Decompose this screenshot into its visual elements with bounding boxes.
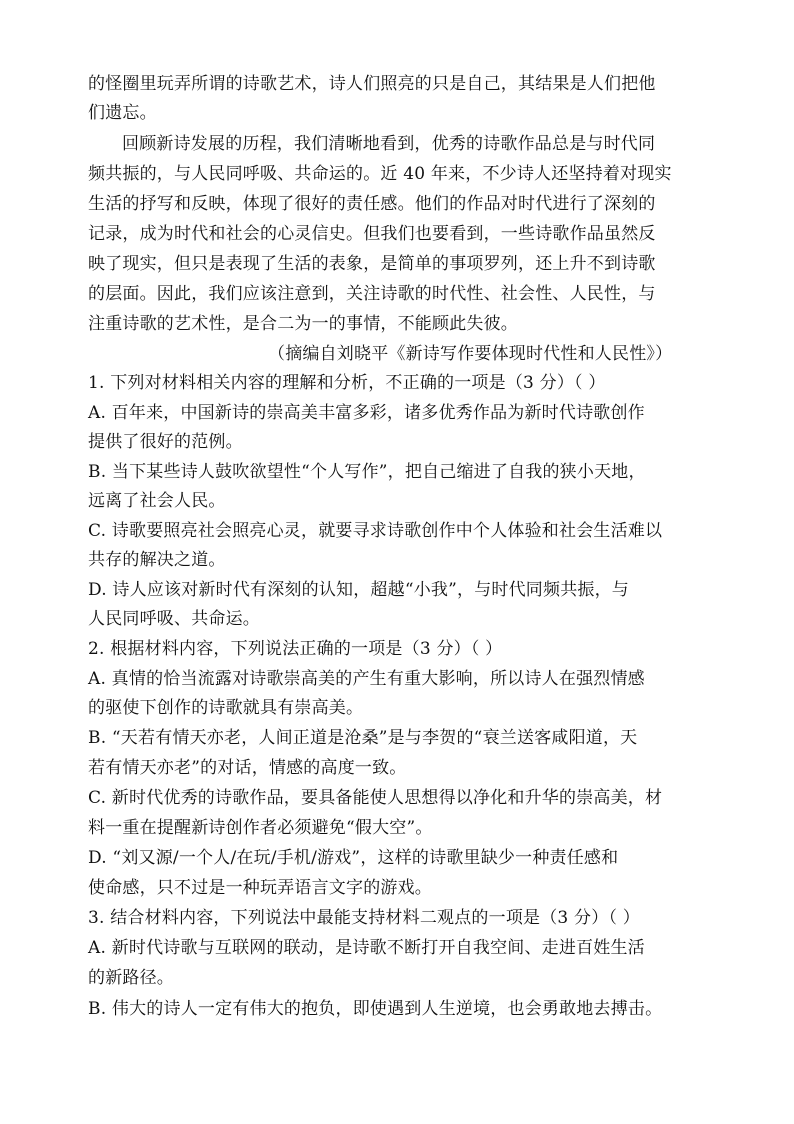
q1-option-a-cont: 提供了很好的范例。 [88,432,243,452]
paragraph-line: 注重诗歌的艺术性，是合二为一的事情，不能顾此失彼。 [88,314,518,334]
q2-option-a-cont: 的驱使下创作的诗歌就具有崇高美。 [88,698,364,718]
q2-option-d-cont: 使命感，只不过是一种玩弄语言文字的游戏。 [88,878,432,898]
q1-option-d-cont: 人民同呼吸、共命运。 [88,609,260,629]
question-1-stem: 1. 下列对材料相关内容的理解和分析，不正确的一项是（3 分）（ ） [88,373,606,393]
question-2-stem: 2. 根据材料内容，下列说法正确的一项是（3 分）（ ） [88,639,503,659]
q3-option-a-cont: 的新路径。 [88,968,174,988]
paragraph-line: 的层面。因此，我们应该注意到，关注诗歌的时代性、社会性、人民性，与 [88,284,656,304]
paragraph-line: 频共振的，与人民同呼吸、共命运的。近 40 年来，不少诗人还坚持着对现实 [88,164,672,184]
paragraph-line: 映了现实，但只是表现了生活的表象，是简单的事项罗列，还上升不到诗歌 [88,254,656,274]
q1-option-a: A. 百年来，中国新诗的崇高美丰富多彩，诸多优秀作品为新时代诗歌创作 [88,403,645,423]
q3-option-a: A. 新时代诗歌与互联网的联动，是诗歌不断打开自我空间、走进百姓生活 [88,938,645,958]
paragraph-line: 记录，成为时代和社会的心灵信史。但我们也要看到，一些诗歌作品虽然反 [88,224,656,244]
q2-option-a: A. 真情的恰当流露对诗歌崇高美的产生有重大影响，所以诗人在强烈情感 [88,669,645,689]
passage-line: 的怪圈里玩弄所谓的诗歌艺术，诗人们照亮的只是自己，其结果是人们把他 [88,74,656,94]
passage-line: 们遗忘。 [88,103,157,123]
source-citation: （摘编自刘晓平《新诗写作要体现时代性和人民性》） [268,344,673,364]
question-3-stem: 3. 结合材料内容，下列说法中最能支持材料二观点的一项是（3 分）（ ） [88,908,640,928]
q1-option-c: C. 诗歌要照亮社会照亮心灵，就要寻求诗歌创作中个人体验和社会生活难以 [88,521,663,541]
paragraph-line: 回顾新诗发展的历程，我们清晰地看到，优秀的诗歌作品总是与时代同 [122,134,656,154]
q1-option-b: B. 当下某些诗人鼓吹欲望性“个人写作”，把自己缩进了自我的狭小天地， [88,462,646,482]
q1-option-b-cont: 远离了社会人民。 [88,491,226,511]
q2-option-c: C. 新时代优秀的诗歌作品，要具备能使人思想得以净化和升华的崇高美，材 [88,788,663,808]
q2-option-c-cont: 料一重在提醒新诗创作者必须避免“假大空”。 [88,818,433,838]
q2-option-d: D. “刘又源/一个人/在玩/手机/游戏”，这样的诗歌里缺少一种责任感和 [88,848,619,868]
paragraph-line: 生活的抒写和反映，体现了很好的责任感。他们的作品对时代进行了深刻的 [88,194,656,214]
q1-option-c-cont: 共存的解决之道。 [88,550,226,570]
q2-option-b: B. “天若有情天亦老，人间正道是沧桑”是与李贺的“衰兰送客咸阳道，天 [88,728,638,748]
q2-option-b-cont: 若有情天亦老”的对话，情感的高度一致。 [88,758,407,778]
q1-option-d: D. 诗人应该对新时代有深刻的认知，超越“小我”，与时代同频共振，与 [88,580,630,600]
q3-option-b: B. 伟大的诗人一定有伟大的抱负，即使遇到人生逆境，也会勇敢地去搏击。 [88,999,663,1019]
